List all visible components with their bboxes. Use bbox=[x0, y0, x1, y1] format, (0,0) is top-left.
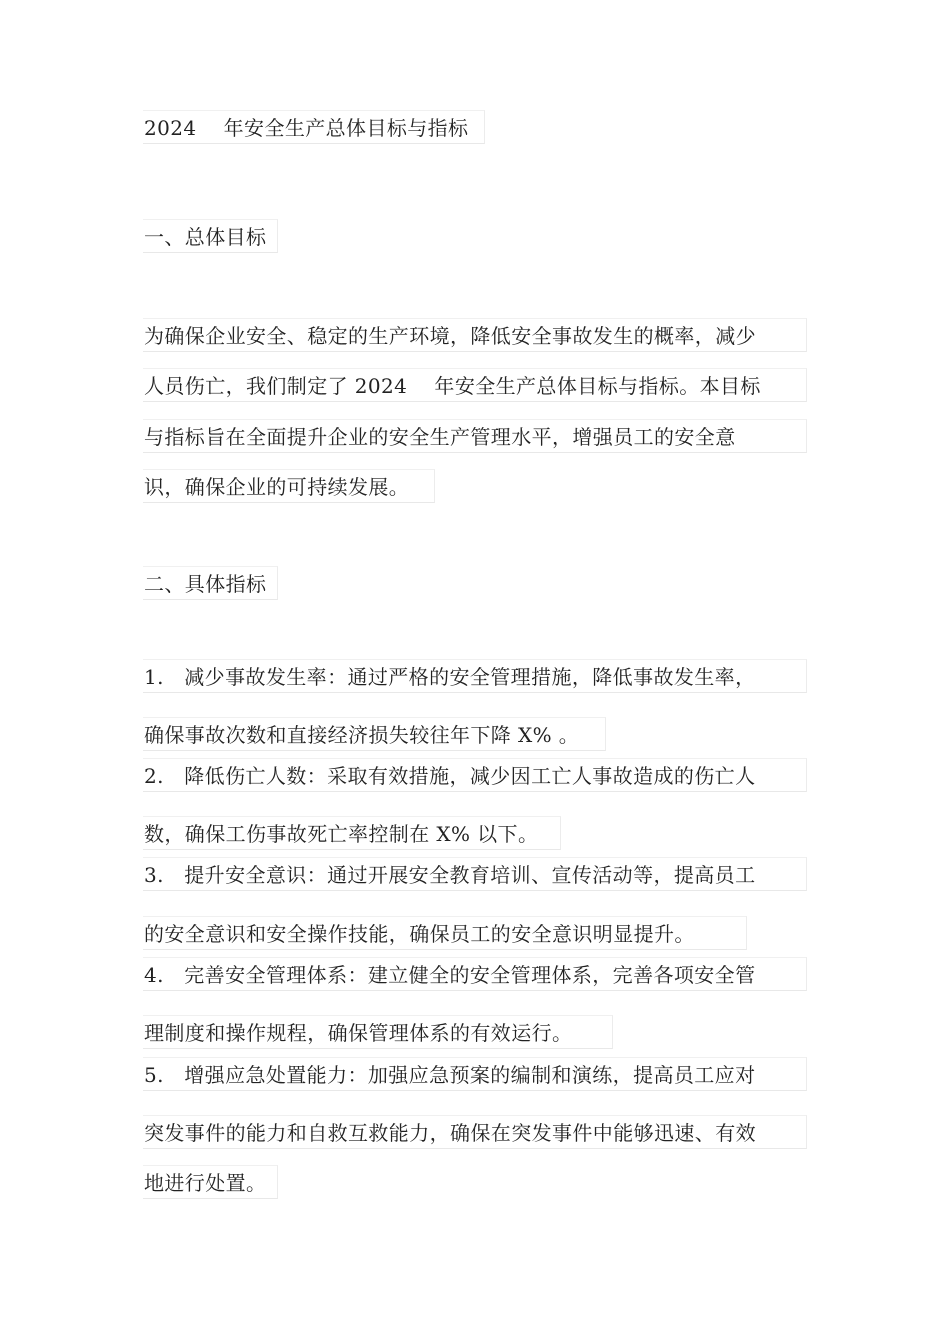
paragraph-line: 人员伤亡，我们制定了 2024 年安全生产总体目标与指标。本目标 bbox=[143, 368, 807, 402]
section-heading-overall-goals: 一、总体目标 bbox=[143, 219, 278, 253]
list-item-line: 3. 提升安全意识：通过开展安全教育培训、宣传活动等，提高员工 bbox=[143, 857, 807, 891]
paragraph-line: 为确保企业安全、稳定的生产环境，降低安全事故发生的概率，减少 bbox=[143, 318, 807, 352]
list-item-line: 1. 减少事故发生率：通过严格的安全管理措施，降低事故发生率， bbox=[143, 659, 807, 693]
list-item-line: 的安全意识和安全操作技能，确保员工的安全意识明显提升。 bbox=[143, 916, 747, 950]
list-item-line: 理制度和操作规程，确保管理体系的有效运行。 bbox=[143, 1015, 613, 1049]
paragraph-line: 识，确保企业的可持续发展。 bbox=[143, 469, 435, 503]
list-item-line: 5. 增强应急处置能力：加强应急预案的编制和演练，提高员工应对 bbox=[143, 1057, 807, 1091]
document-title: 2024 年安全生产总体目标与指标 bbox=[143, 110, 485, 144]
list-item-line: 地进行处置。 bbox=[143, 1165, 278, 1199]
list-item-line: 确保事故次数和直接经济损失较往年下降 X% 。 bbox=[143, 717, 606, 751]
list-item-line: 2. 降低伤亡人数：采取有效措施，减少因工亡人事故造成的伤亡人 bbox=[143, 758, 807, 792]
list-item-line: 突发事件的能力和自救互救能力，确保在突发事件中能够迅速、有效 bbox=[143, 1115, 807, 1149]
section-heading-specific-indicators: 二、具体指标 bbox=[143, 566, 278, 600]
paragraph-line: 与指标旨在全面提升企业的安全生产管理水平，增强员工的安全意 bbox=[143, 419, 807, 453]
list-item-line: 4. 完善安全管理体系：建立健全的安全管理体系，完善各项安全管 bbox=[143, 957, 807, 991]
list-item-line: 数，确保工伤事故死亡率控制在 X% 以下。 bbox=[143, 816, 561, 850]
